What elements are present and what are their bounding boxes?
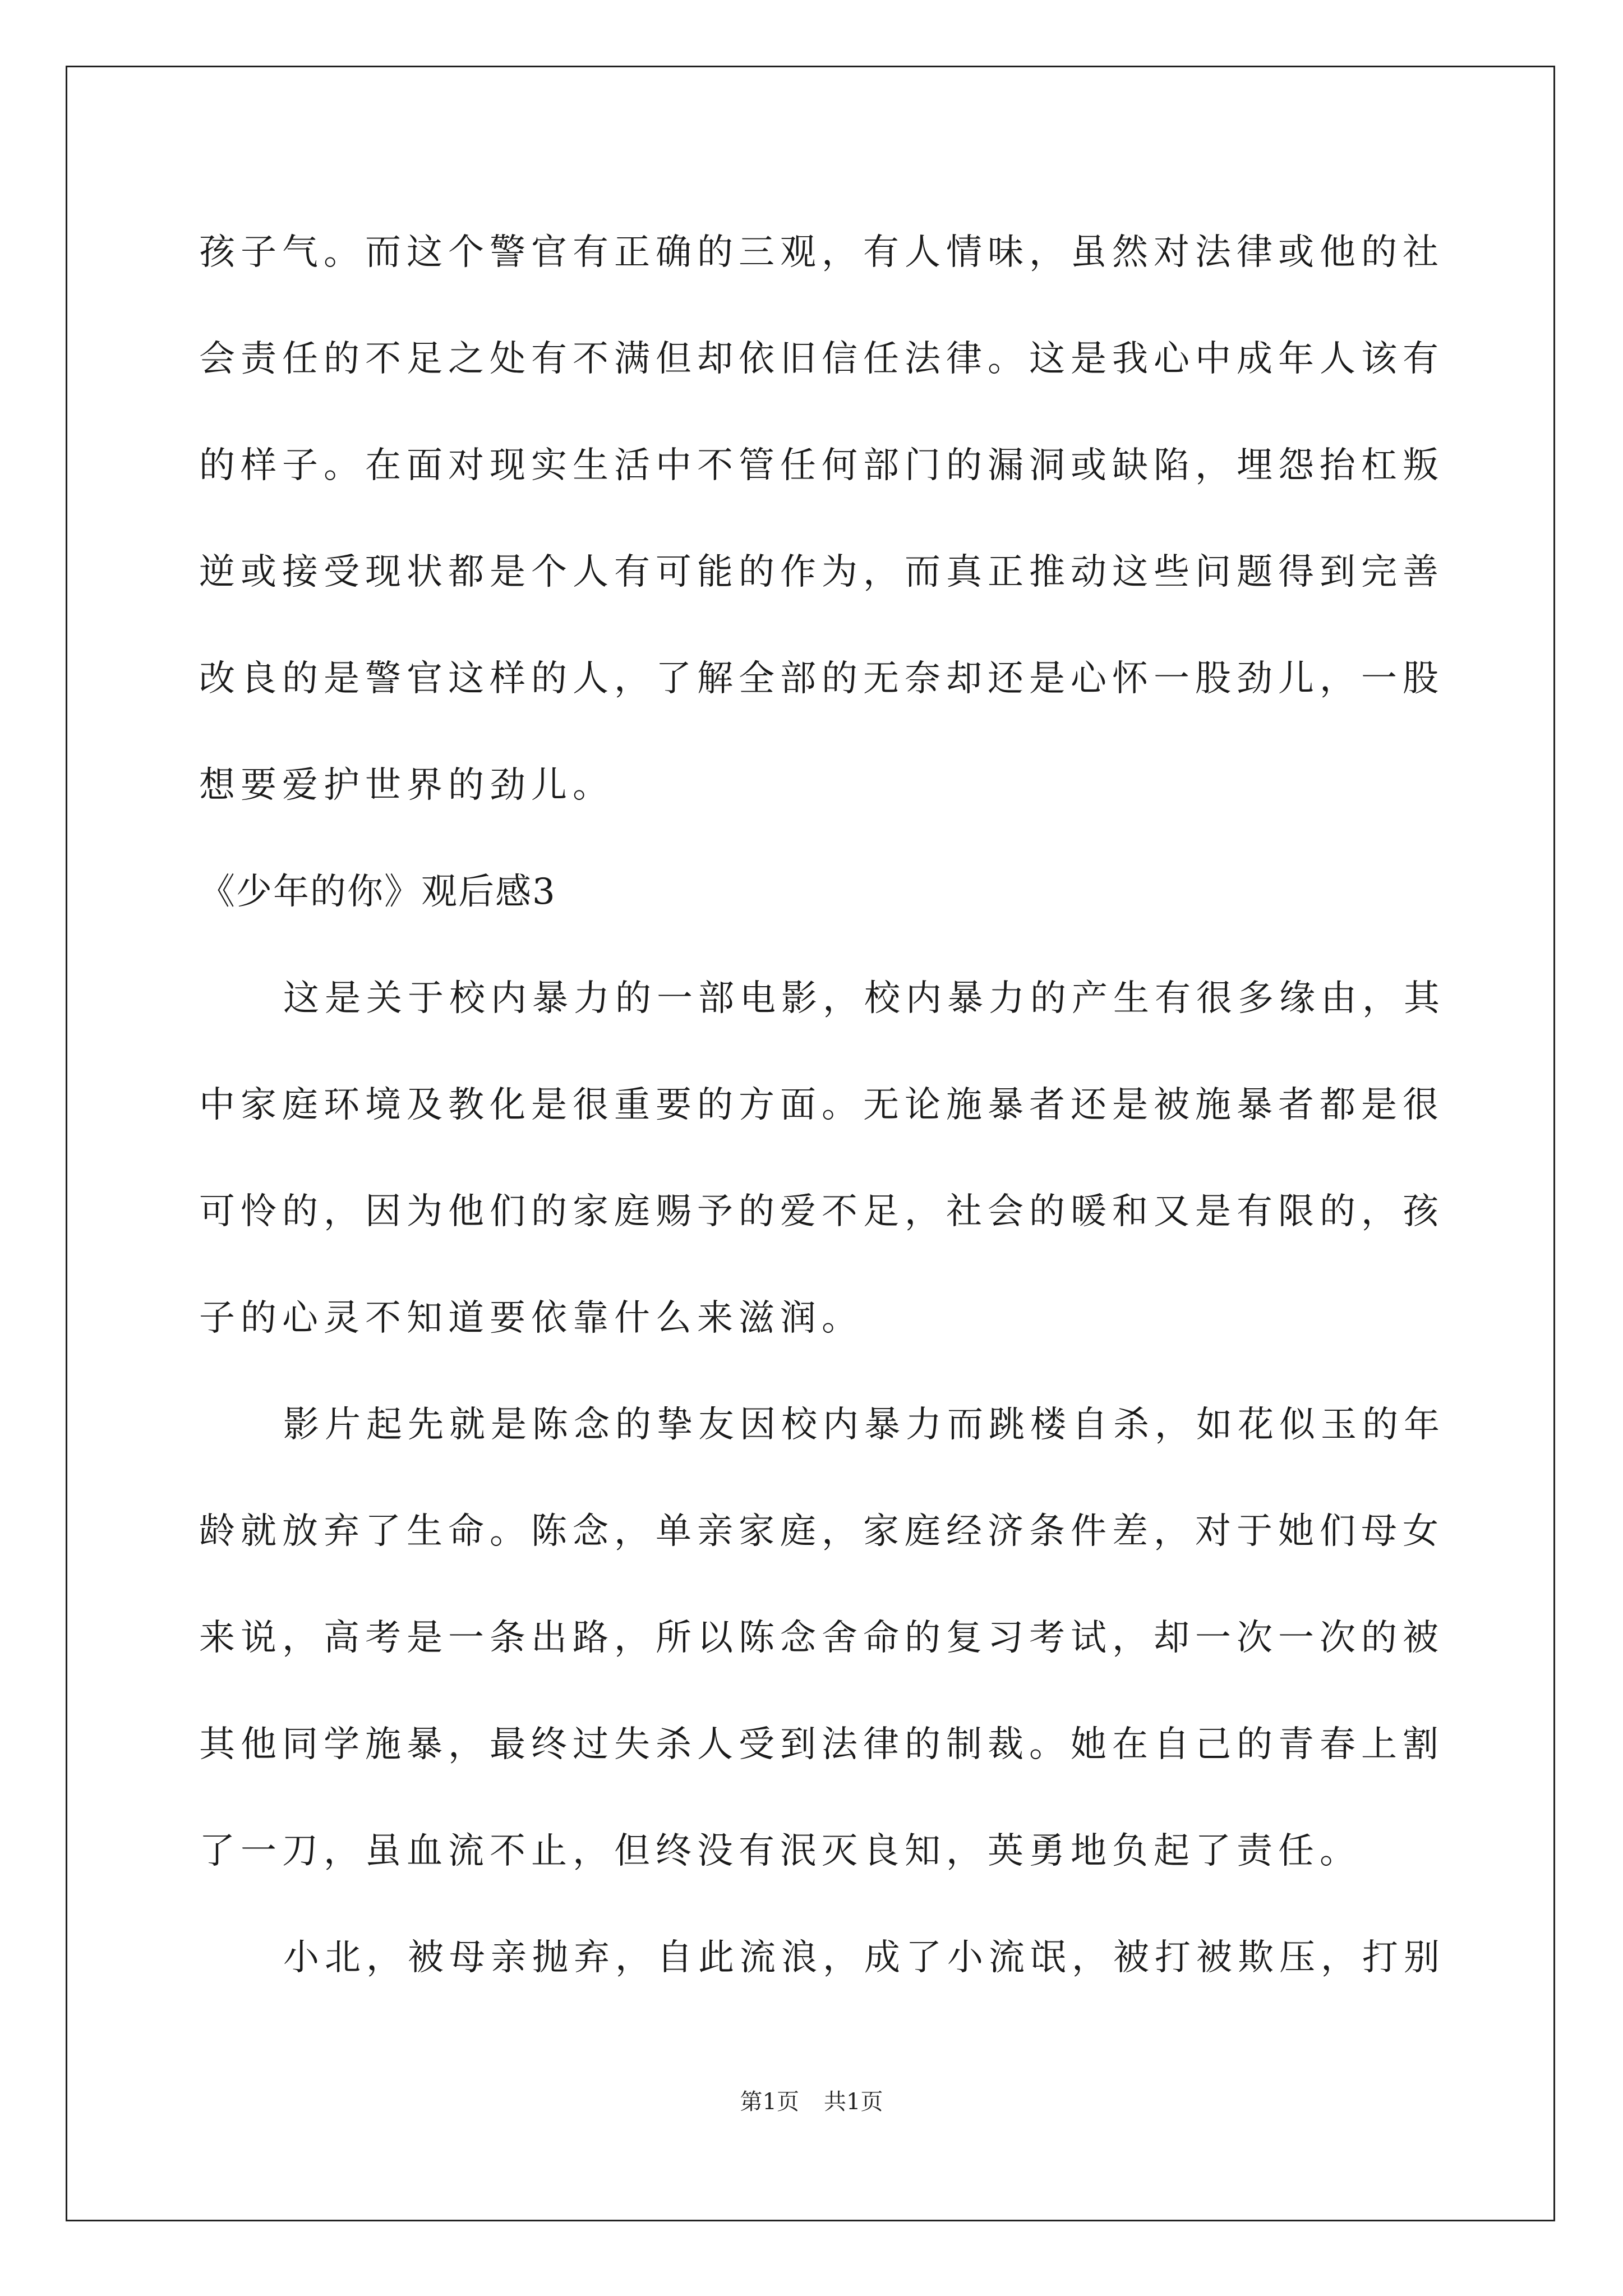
text-line: 其他同学施暴，最终过失杀人受到法律的制裁。她在自己的青春上割	[199, 1724, 1444, 1765]
section-heading: 《少年的你》观后感3	[199, 871, 556, 913]
page-total: 共1页	[824, 2089, 883, 2115]
text-line: 龄就放弃了生命。陈念，单亲家庭，家庭经济条件差，对于她们母女	[199, 1511, 1444, 1552]
text-line: 孩子气。而这个警官有正确的三观，有人情味，虽然对法律或他的社	[199, 232, 1444, 273]
text-line: 想要爱护世界的劲儿。	[199, 765, 614, 806]
page-number: 第1页	[740, 2089, 799, 2115]
document-body	[199, 199, 1445, 2011]
text-line: 中家庭环境及教化是很重要的方面。无论施暴者还是被施暴者都是很	[199, 1084, 1444, 1126]
text-line: 来说，高考是一条出路，所以陈念舍命的复习考试，却一次一次的被	[199, 1617, 1444, 1659]
page-footer	[0, 2084, 1623, 2116]
text-line: 改良的是警官这样的人，了解全部的无奈却还是心怀一股劲儿，一股	[199, 658, 1444, 700]
text-line: 可怜的，因为他们的家庭赐予的爱不足，社会的暖和又是有限的，孩	[199, 1191, 1444, 1232]
text-line: 逆或接受现状都是个人有可能的作为，而真正推动这些问题得到完善	[199, 551, 1444, 593]
text-line: 子的心灵不知道要依靠什么来滋润。	[199, 1297, 863, 1339]
paragraph-first-line: 这是关于校内暴力的一部电影，校内暴力的产生有很多缘由，其	[283, 978, 1445, 1019]
text-line: 的样子。在面对现实生活中不管任何部门的漏洞或缺陷，埋怨抬杠叛	[199, 445, 1444, 486]
paragraph-first-line: 小北，被母亲抛弃，自此流浪，成了小流氓，被打被欺压，打别	[283, 1937, 1445, 1978]
text-line: 了一刀，虽血流不止，但终没有泯灭良知，英勇地负起了责任。	[199, 1830, 1361, 1872]
paragraph-first-line: 影片起先就是陈念的挚友因校内暴力而跳楼自杀，如花似玉的年	[283, 1404, 1445, 1446]
text-line: 会责任的不足之处有不满但却依旧信任法律。这是我心中成年人该有	[199, 338, 1444, 380]
